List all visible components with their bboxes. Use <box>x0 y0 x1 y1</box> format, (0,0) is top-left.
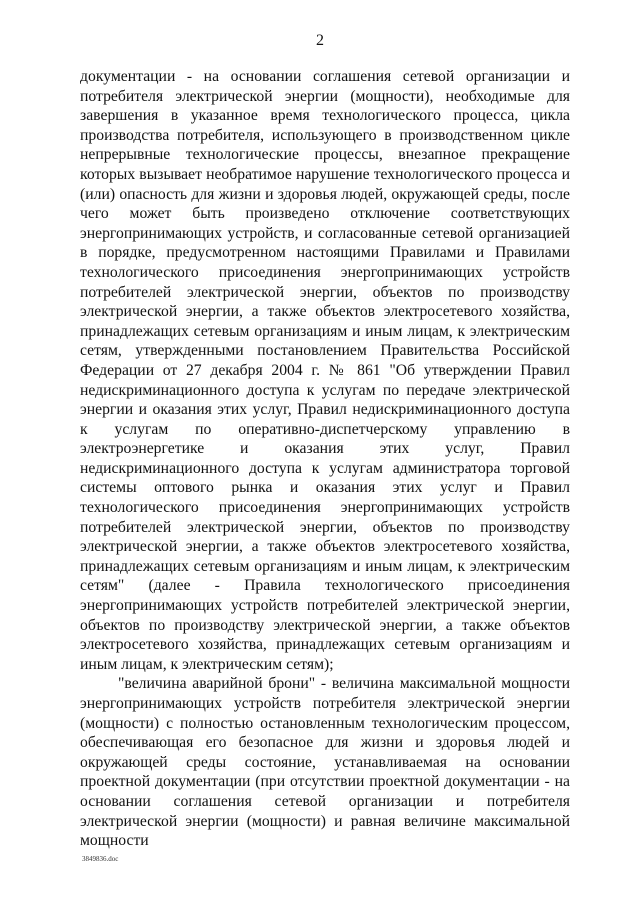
paragraph-continuation: документации - на основании соглашения сетевой организации и потребителя электрической энергии (мощности), необходимые для завершения в указанное время технологического процесса, цикла производства потребителя, использующего в производственном цикле непрерывные технологические процессы, внезапное прекращение которых вызывает необратимое нарушение технологического процесса и (или) опасность для жизни и здоровья людей, окружающей среды, после чего может быть произведено отключение соответствующих энергопринимающих устройств, и согласованные сетевой организацией в порядке, предусмотренном настоящими Правилами и Правилами технологического присоединения энергопринимающих устройств потребителей электрической энергии, объектов по производству электрической энергии, а также объектов электросетевого хозяйства, принадлежащих сетевым организациям и иным лицам, к электрическим сетям, утвержденными постановлением Правительства Российской Федерации от 27 декабря 2004 г. № 861 "Об утверждении Правил недискриминационного доступа к услугам по передаче электрической энергии и оказания этих услуг, Правил недискриминационного доступа к услугам по оперативно-диспетчерскому управлению в электроэнергетике и оказания этих услуг, Правил недискриминационного доступа к услугам администратора торговой системы оптового рынка и оказания этих услуг и Правил технологического присоединения энергопринимающих устройств потребителей электрической энергии, объектов по производству электрической энергии, а также объектов электросетевого хозяйства, принадлежащих сетевым организациям и иным лицам, к электрическим сетям" (далее - Правила технологического присоединения энергопринимающих устройств потребителей электрической энергии, объектов по производству электрической энергии, а также объектов электросетевого хозяйства, принадлежащих сетевым организациям и иным лицам, к электрическим сетям); <box>80 68 570 673</box>
document-body <box>80 67 570 851</box>
footer-filename: 3849836.doc <box>82 855 119 863</box>
page-number: 2 <box>316 32 324 49</box>
paragraph-emergency-reserve-definition: "величина аварийной брони" - величина максимальной мощности энергопринимающих устройств потребителя электрической энергии (мощности) с полностью остановленным технологическим процессом, обеспечивающая его безопасное для жизни и здоровья людей и окружающей среды состояние, устанавливаемая на основании проектной документации (при отсутствии проектной документации - на основании соглашения сетевой организации и потребителя электрической энергии (мощности) и равная величине максимальной мощности <box>80 675 570 850</box>
